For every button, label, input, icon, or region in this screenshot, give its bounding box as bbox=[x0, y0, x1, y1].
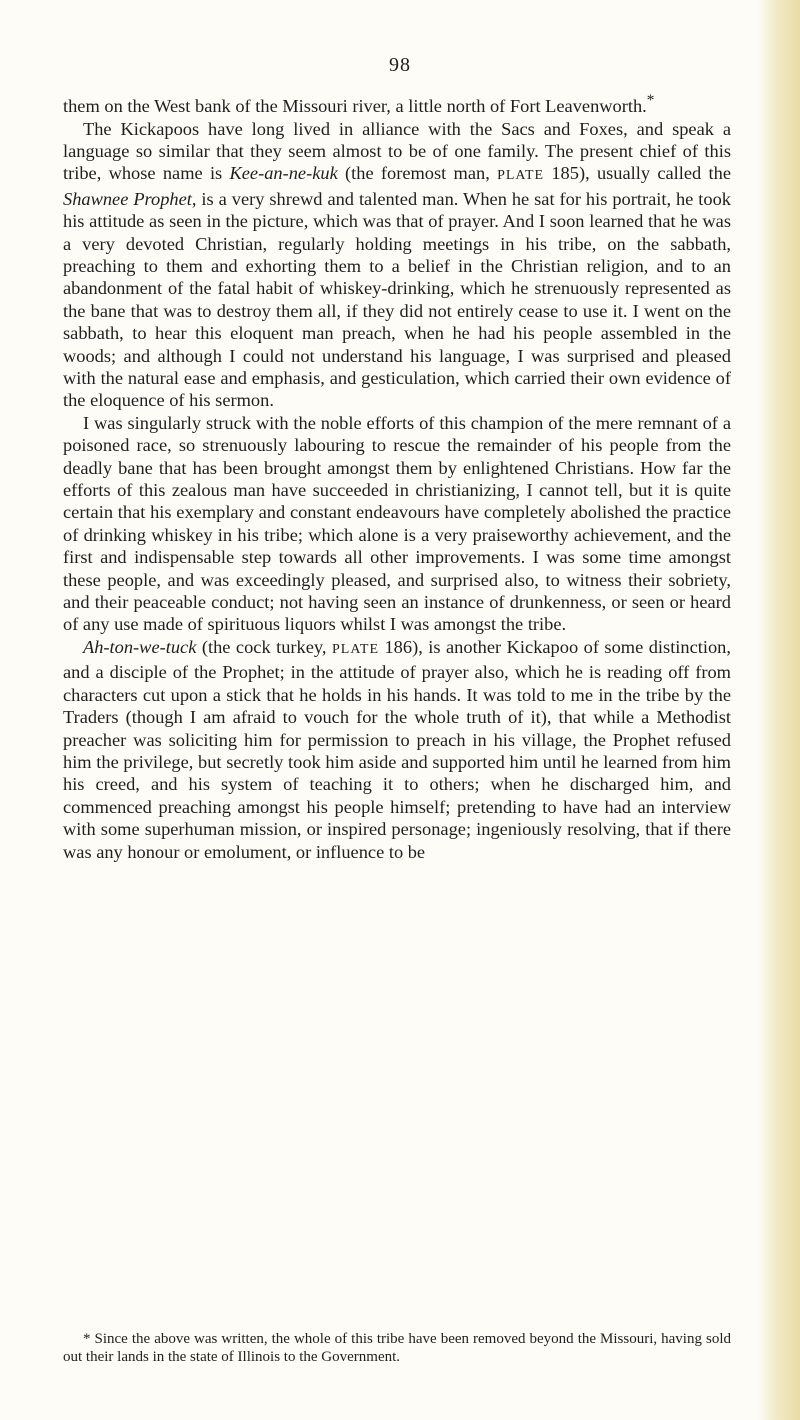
p2-text-b: (the foremost man, bbox=[337, 163, 498, 184]
paragraph-4 bbox=[63, 636, 731, 863]
paragraph-2 bbox=[63, 118, 731, 412]
footnote-mark: * bbox=[83, 1331, 91, 1347]
plate-label: PLATE bbox=[332, 641, 379, 657]
paragraph-1-text: them on the West bank of the Missouri river, a little north of Fort Leavenworth. bbox=[63, 96, 647, 117]
chief-name: Kee-an-ne-kuk bbox=[229, 163, 338, 184]
footnote-text: Since the above was written, the whole of this tribe have been removed beyond the Missouri, having sold out their lands in the state of Illinois to the Government. bbox=[63, 1331, 731, 1365]
p2-text-a: The Kickapoos have long lived in alliance with the Sacs and Foxes, and speak a language so similar that they seem almost to be of one family. The present chief of this tribe, whose name is bbox=[63, 118, 731, 184]
p2-text-d: , is a very shrewd and talented man. When he sat for his portrait, he took his attitude as seen in the picture, which was that of prayer. And I soon learned that he was a very devoted Christian, regularly holding meetings in his tribe, on the sabbath, preaching to them and exhorting them to a belief in the Christian religion, and to an abandonment of the fatal habit of whiskey-drinking, which he strenuously represented as the bane that was to destroy them all, if they did not entirely cease to use it. I went on the sabbath, to hear this eloquent man preach, when he had his people assembled in the woods; and although I could not understand his language, I was surprised and pleased with the natural ease and emphasis, and gesticulation, which carried their own evidence of the eloquence of his sermon. bbox=[63, 188, 731, 411]
p2-text-c: 185), usually called the bbox=[544, 163, 731, 184]
footnote bbox=[63, 1330, 731, 1366]
body-text bbox=[63, 90, 731, 863]
p3-text: I was singularly struck with the noble efforts of this champion of the mere remnant of a poisoned race, so strenuously labouring to rescue the remainder of his people from the deadly bane that has been brought amongst them by enlightened Christians. How far the efforts of this zealous man have succeeded in christianizing, I cannot tell, but it is quite certain that his exemplary and constant endeavours have completely abolished the practice of drinking whiskey in his tribe; which alone is a very praiseworthy achievement, and the first and indispensable step towards all other improvements. I was some time amongst these people, and was exceedingly pleased, and surprised also, to witness their sobriety, and their peaceable conduct; not having seen an instance of drunkenness, or seen or heard of any use made of spirituous liquors whilst I was amongst the tribe. bbox=[63, 412, 731, 635]
p4-text-b: 186), is another Kickapoo of some distinction, and a disciple of the Prophet; in the attitude of prayer also, which he is reading off from characters cut upon a stick that he holds in his hands. It was told to me in the tribe by the Traders (though I am afraid to vouch for the whole truth of it), that while a Methodist preacher was soliciting him for permission to preach in his village, the Prophet refused him the privilege, but secretly took him aside and supported him until he learned from him his creed, and his system of teaching it to others; when he discharged him, and commenced preaching amongst his people himself; pretending to have had an interview with some superhuman mission, or inspired personage; ingeniously resolving, that if there was any honour or emolument, or influence to be bbox=[63, 636, 731, 862]
paragraph-3 bbox=[63, 412, 731, 636]
plate-label: PLATE bbox=[497, 168, 545, 184]
page-number: 98 bbox=[389, 54, 411, 76]
page-edge-shading bbox=[758, 0, 800, 1420]
prophet-title: Shawnee Prophet bbox=[63, 188, 192, 209]
p4-text-a: (the cock turkey, bbox=[196, 636, 332, 657]
paragraph-1 bbox=[63, 90, 731, 118]
disciple-name: Ah-ton-we-tuck bbox=[83, 636, 197, 657]
footnote-reference: * bbox=[646, 92, 655, 109]
